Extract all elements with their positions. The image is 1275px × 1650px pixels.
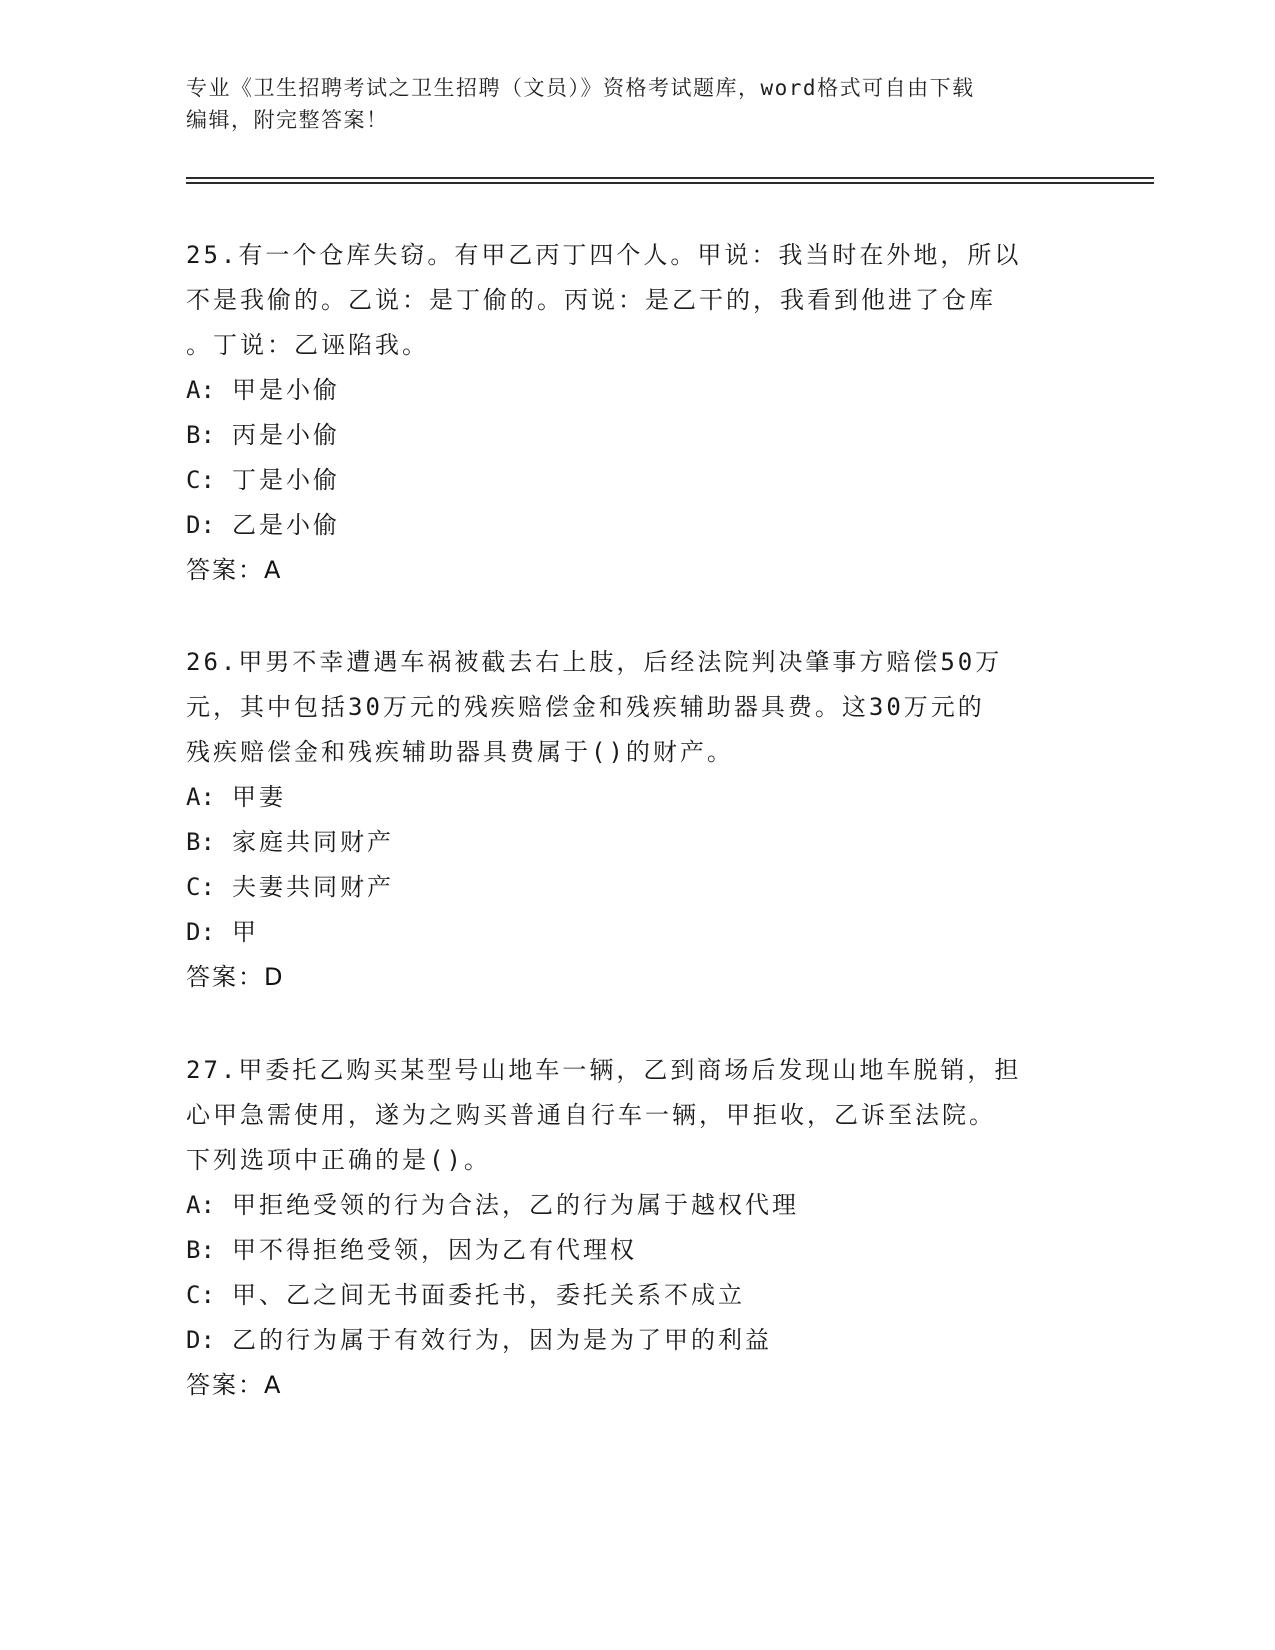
option-a bbox=[186, 368, 1086, 413]
answer-label: 答案：A bbox=[186, 556, 283, 584]
option-text: 甲拒绝受领的行为合法，乙的行为属于越权代理 bbox=[232, 1191, 799, 1219]
question-text-line: 残疾赔偿金和残疾辅助器具费属于()的财产。 bbox=[186, 738, 734, 766]
option-key: D: bbox=[186, 918, 215, 946]
option-key: B: bbox=[186, 1236, 215, 1264]
question-text-line: 下列选项中正确的是()。 bbox=[186, 1146, 491, 1174]
question-text-line: 26.甲男不幸遭遇车祸被截去右上肢，后经法院判决肇事方赔偿50万 bbox=[186, 648, 1003, 676]
document-header bbox=[186, 72, 1086, 136]
option-a bbox=[186, 1183, 1086, 1228]
header-line-2: 编辑，附完整答案！ bbox=[186, 108, 389, 132]
option-text: 家庭共同财产 bbox=[232, 828, 394, 856]
question-25 bbox=[186, 233, 1086, 593]
option-key: D: bbox=[186, 511, 215, 539]
option-text: 乙的行为属于有效行为，因为是为了甲的利益 bbox=[232, 1326, 772, 1354]
answer-label: 答案：A bbox=[186, 1371, 283, 1399]
option-c bbox=[186, 1273, 1086, 1318]
option-c bbox=[186, 865, 1086, 910]
option-d bbox=[186, 910, 1086, 955]
question-text-line: 。丁说：乙诬陷我。 bbox=[186, 331, 429, 359]
option-b bbox=[186, 1228, 1086, 1273]
option-key: C: bbox=[186, 466, 215, 494]
option-text: 甲是小偷 bbox=[232, 376, 340, 404]
option-key: B: bbox=[186, 828, 215, 856]
option-key: C: bbox=[186, 873, 215, 901]
option-b bbox=[186, 413, 1086, 458]
answer-label: 答案：D bbox=[186, 963, 285, 991]
option-key: C: bbox=[186, 1281, 215, 1309]
option-b bbox=[186, 820, 1086, 865]
question-27 bbox=[186, 1048, 1086, 1408]
header-divider-top bbox=[186, 177, 1154, 179]
option-text: 乙是小偷 bbox=[232, 511, 340, 539]
option-key: B: bbox=[186, 421, 215, 449]
option-key: D: bbox=[186, 1326, 215, 1354]
question-26 bbox=[186, 640, 1086, 1000]
question-text-line: 25.有一个仓库失窃。有甲乙丙丁四个人。甲说：我当时在外地，所以 bbox=[186, 241, 1022, 269]
option-text: 甲、乙之间无书面委托书，委托关系不成立 bbox=[232, 1281, 745, 1309]
question-text-line: 不是我偷的。乙说：是丁偷的。丙说：是乙干的，我看到他进了仓库 bbox=[186, 286, 996, 314]
question-text-line: 27.甲委托乙购买某型号山地车一辆，乙到商场后发现山地车脱销，担 bbox=[186, 1056, 1022, 1084]
header-divider-bottom bbox=[186, 182, 1154, 184]
option-d bbox=[186, 1318, 1086, 1363]
option-text: 丁是小偷 bbox=[232, 466, 340, 494]
option-key: A: bbox=[186, 376, 215, 404]
option-text: 甲 bbox=[232, 918, 259, 946]
option-key: A: bbox=[186, 1191, 215, 1219]
option-a bbox=[186, 775, 1086, 820]
option-text: 甲妻 bbox=[232, 783, 286, 811]
question-text-line: 心甲急需使用，遂为之购买普通自行车一辆，甲拒收，乙诉至法院。 bbox=[186, 1101, 996, 1129]
option-c bbox=[186, 458, 1086, 503]
header-line-1: 专业《卫生招聘考试之卫生招聘（文员）》资格考试题库，word格式可自由下载 bbox=[186, 76, 975, 100]
question-text-line: 元，其中包括30万元的残疾赔偿金和残疾辅助器具费。这30万元的 bbox=[186, 693, 985, 721]
option-d bbox=[186, 503, 1086, 548]
option-key: A: bbox=[186, 783, 215, 811]
option-text: 丙是小偷 bbox=[232, 421, 340, 449]
option-text: 甲不得拒绝受领，因为乙有代理权 bbox=[232, 1236, 637, 1264]
option-text: 夫妻共同财产 bbox=[232, 873, 394, 901]
